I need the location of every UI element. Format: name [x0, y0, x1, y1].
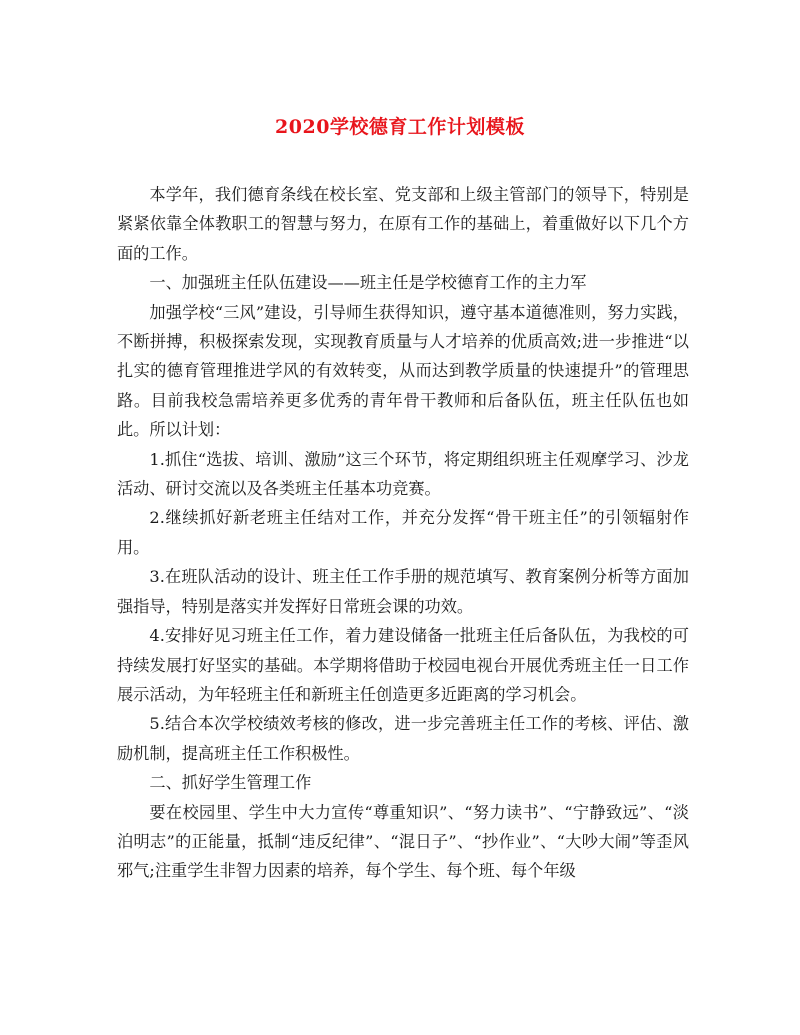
- section-heading-1: 一、加强班主任队伍建设——班主任是学校德育工作的主力军: [149, 273, 587, 293]
- list-item-5: 5.结合本次学校绩效考核的修改，进一步完善班主任工作的考核、评估、激励机制，提高班主任工作积极性。: [117, 714, 689, 763]
- list-item-1: 1.抓住“选拔、培训、激励”这三个环节，将定期组织班主任观摩学习、沙龙活动、研讨交流以及各类班主任基本功竞赛。: [117, 449, 689, 499]
- section-heading-2: 二、抓好学生管理工作: [149, 773, 312, 793]
- list-item-2: 2.继续抓好新老班主任结对工作，并充分发挥“骨干班主任”的引领辐射作用。: [117, 508, 689, 557]
- document-title: 2020学校德育工作计划模板: [275, 116, 525, 138]
- body-paragraph: 加强学校“三风”建设，引导师生获得知识，遵守基本道德准则，努力实践，不断拼搏，积极探索发现，实现教育质量与人才培养的优质高效;进一步推进“以扎实的德育管理推进学风的有效转变，从而达到教学质量的快速提升”的管理思路。目前我校急需培养更多优秀的青年骨干教师和后备队伍，班主任队伍也如此。所以计划：: [117, 302, 689, 440]
- list-item-3: 3.在班队活动的设计、班主任工作手册的规范填写、教育案例分析等方面加强指导，特别是落实并发挥好日常班会课的功效。: [117, 567, 689, 616]
- list-item-4: 4.安排好见习班主任工作，着力建设储备一批班主任后备队伍，为我校的可持续发展打好坚实的基础。本学期将借助于校园电视台开展优秀班主任一日工作展示活动，为年轻班主任和新班主任创造更多近距离的学习机会。: [117, 626, 689, 704]
- intro-paragraph: 本学年，我们德育条线在校长室、党支部和上级主管部门的领导下，特别是紧紧依靠全体教职工的智慧与努力，在原有工作的基础上，着重做好以下几个方面的工作。: [117, 185, 689, 263]
- document-body: [117, 180, 689, 886]
- body-paragraph: 要在校园里、学生中大力宣传“尊重知识”、“努力读书”、“宁静致远”、“淡泊明志”的正能量，抵制“违反纪律”、“混日子”、“抄作业”、“大吵大闹”等歪风邪气;注重学生非智力因素的培养，每个学生、每个班、每个年级: [117, 802, 689, 881]
